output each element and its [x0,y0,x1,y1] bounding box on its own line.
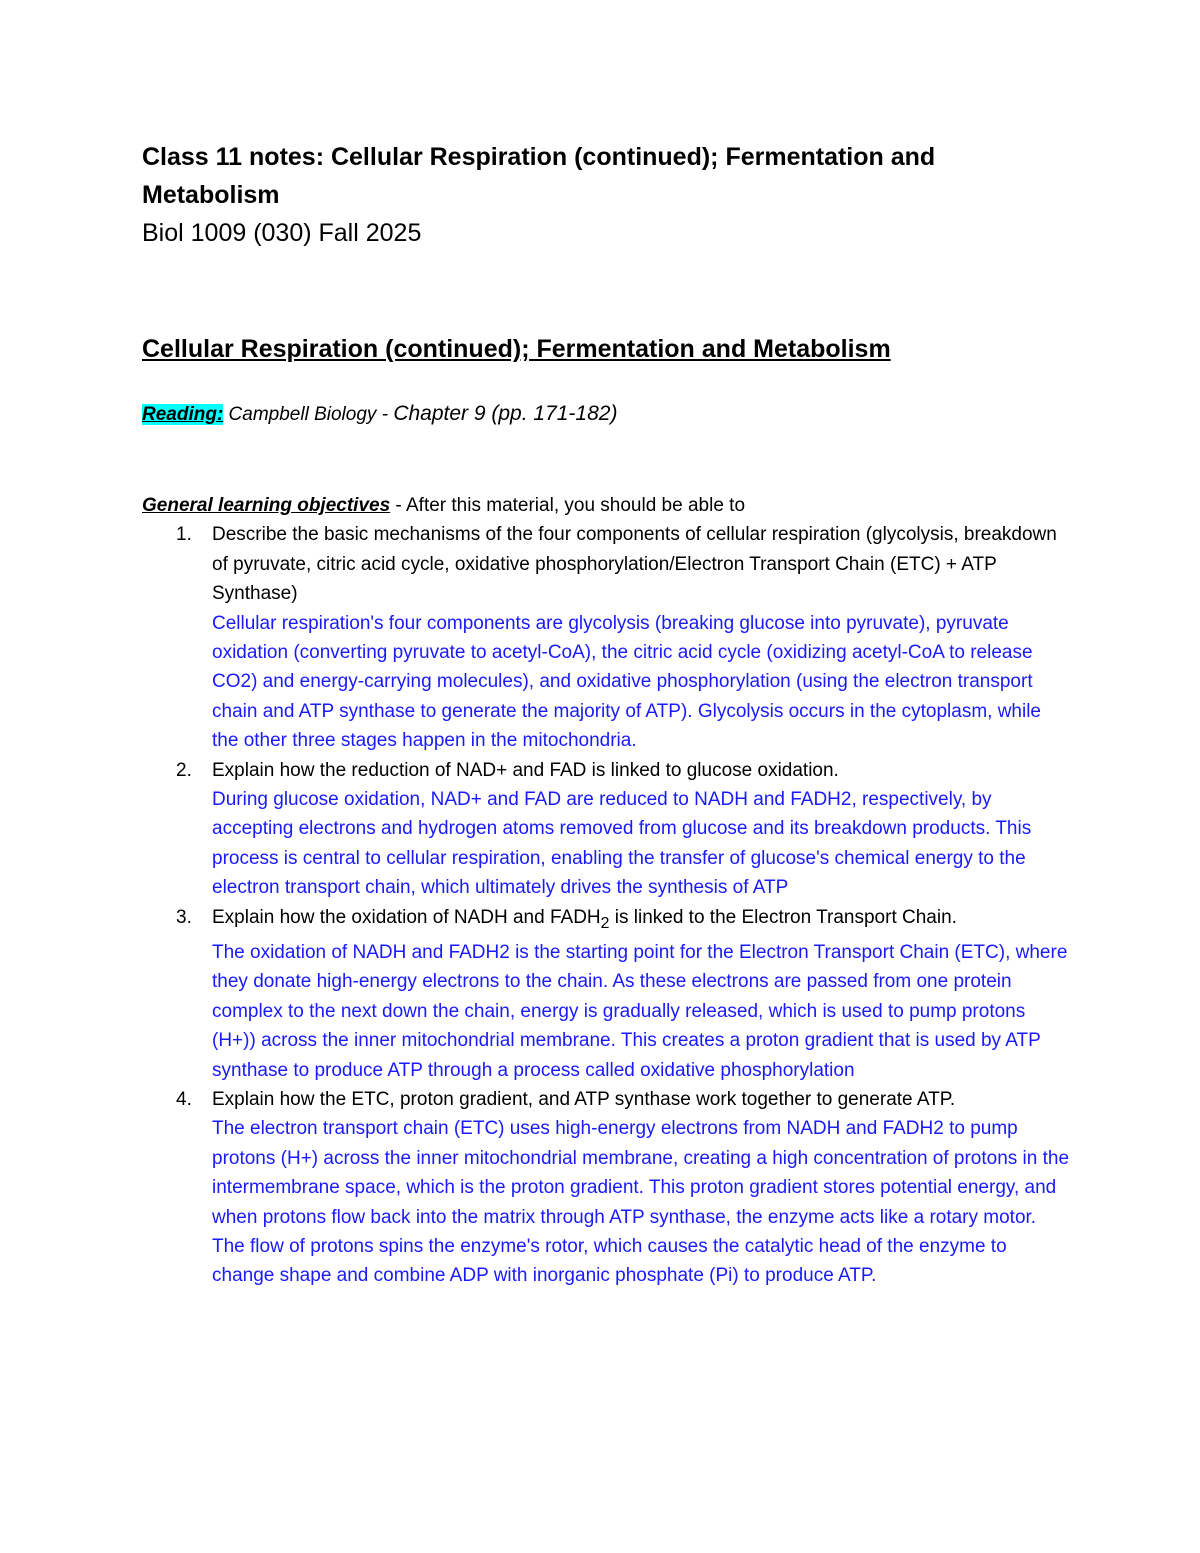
document-page [142,138,1072,1287]
item-number: 4. [176,1088,192,1110]
list-item [142,1085,1072,1291]
objective-question: Explain how the ETC, proton gradient, and ATP synthase work together to generate ATP. [212,1088,956,1110]
item-number: 3. [176,906,192,928]
list-item [142,756,1072,903]
reading-chapter: Chapter 9 (pp. 171-182) [393,402,618,425]
list-item [142,903,1072,1085]
objective-question [212,903,1072,938]
objective-question: Describe the basic mechanisms of the four components of cellular respiration (glycolysis, breakdown of pyruvate, citric acid cycle, oxidative phosphorylation/Electron Transport Chain (ETC) + ATP Synthase) [212,524,1057,605]
section-heading: Cellular Respiration (continued); Fermentation and Metabolism [142,335,891,363]
objective-answer: The electron transport chain (ETC) uses high-energy electrons from NADH and FADH2 to pump protons (H+) across the inner mitochondrial membrane, creating a high concentration of protons in the intermembrane space, which is the proton gradient. This proton gradient stores potential energy, and when protons flow back into the matrix through ATP synthase, the enzyme acts like a rotary motor. The flow of protons spins the enzyme's rotor, which causes the catalytic head of the enzyme to change shape and combine ADP with inorganic phosphate (Pi) to produce ATP. [212,1118,1070,1287]
title-line-1: Class 11 notes: Cellular Respiration (continued); Fermentation and [142,143,936,171]
objectives-intro: - After this material, you should be able to [390,495,746,516]
objectives-intro-line [142,491,1072,520]
list-item [142,520,1072,755]
title-line-2: Metabolism [142,181,280,209]
objective-question: Explain how the reduction of NAD+ and FAD is linked to glucose oxidation. [212,759,839,781]
objectives-list [142,520,1072,1290]
course-subtitle: Biol 1009 (030) Fall 2025 [142,219,422,247]
objective-answer: The oxidation of NADH and FADH2 is the starting point for the Electron Transport Chain (ETC), where they donate high-energy electrons to the chain. As these electrons are passed from one protein complex to the next down the chain, energy is gradually released, which is used to pump protons (H+)) across the inner mitochondrial membrane. This creates a proton gradient that is used by ATP synthase to produce ATP through a process called oxidative phosphorylation [212,941,1068,1081]
reading-label: Reading: [142,404,224,425]
item-number: 2. [176,759,192,781]
document-title [142,138,1072,214]
objective-answer: Cellular respiration's four components are glycolysis (breaking glucose into pyruvate), pyruvate oxidation (converting pyruvate to acetyl-CoA), the citric acid cycle (oxidizing acetyl-CoA to release CO2) and energy-carrying molecules), and oxidative phosphorylation (using the electron transport chain and ATP synthase to generate the majority of ATP). Glycolysis occurs in the cytoplasm, while the other three stages happen in the mitochondria. [212,612,1041,752]
reading-line [142,400,617,429]
objective-answer: During glucose oxidation, NAD+ and FAD are reduced to NADH and FADH2, respectively, by accepting electrons and hydrogen atoms removed from glucose and its breakdown products. This process is central to cellular respiration, enabling the transfer of glucose's chemical energy to the electron transport chain, which ultimately drives the synthesis of ATP [212,789,1032,899]
item-number: 1. [176,524,192,546]
learning-objectives [142,491,1072,1291]
question-text-end: is linked to the Electron Transport Chain. [609,906,957,928]
question-text: Explain how the oxidation of NADH and FADH [212,906,601,928]
objectives-label: General learning objectives [142,495,391,516]
reading-source: Campbell Biology - [223,404,394,425]
subscript: 2 [600,914,610,932]
